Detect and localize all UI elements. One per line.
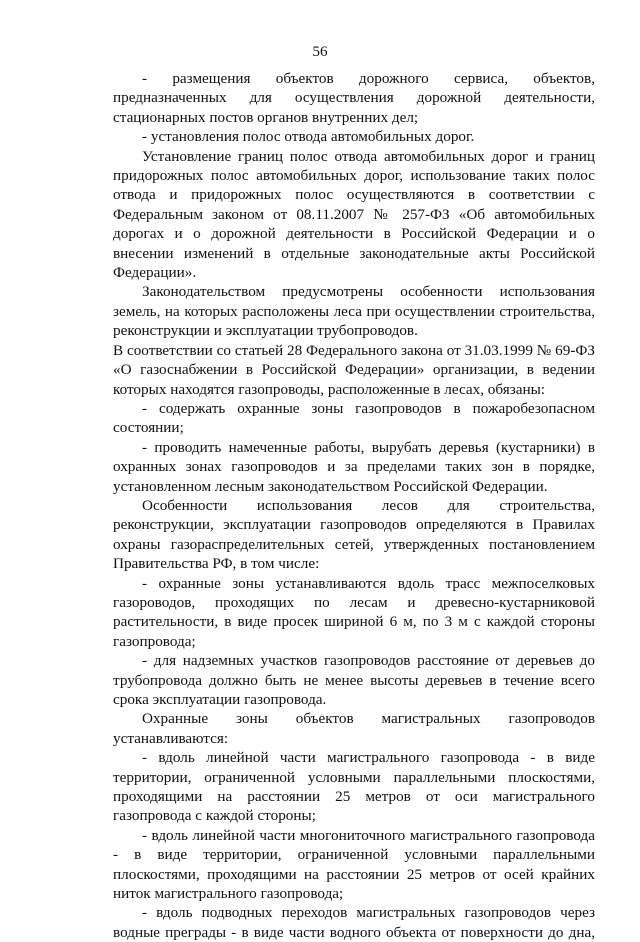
paragraph-aboveground-sections: - для надземных участков газопроводов расстояние от деревьев до трубопровода должно быть не менее высоты деревьев в течение всего срока эксплуатации газопровода.	[113, 652, 595, 708]
paragraph-roadside-objects: - размещения объектов дорожного сервиса, объектов, предназначенных для осуществления дорожной деятельности, стационарных постов органов внутренних дел;	[113, 70, 595, 126]
paragraph-right-of-way: - установления полос отвода автомобильных дорог.	[142, 128, 475, 146]
paragraph-trunk-pipeline-zones: Охранные зоны объектов магистральных газопроводов устанавливаются:	[113, 710, 595, 747]
paragraph-forest-use-rules: Особенности использования лесов для строительства, реконструкции, эксплуатации газопроводов определяются в Правилах охраны газораспределительных сетей, утвержденных постановлением Правительства РФ, в том числе:	[113, 496, 595, 573]
document-body	[113, 69, 595, 942]
paragraph-multi-thread-part: - вдоль линейной части многониточного магистрального газопровода - в виде территории, ограниченной условными параллельными плоскостями, проходящими на расстоянии 25 метров от осей крайних ниток магистрального газопровода;	[113, 826, 595, 903]
paragraph-article-28: В соответствии со статьей 28 Федерального закона от 31.03.1999 № 69-ФЗ «О газоснабжении в Российской Федерации» организации, в ведении которых находятся газопроводы, расположенные в лесах, обязаны:	[113, 341, 595, 398]
page-number: 56	[312, 43, 328, 60]
paragraph-planned-works: - проводить намеченные работы, вырубать деревья (кустарники) в охранных зонах газопроводов и за пределами таких зон в порядке, установленном лесным законодательством Российской Федерации.	[113, 438, 595, 495]
paragraph-boundaries-law: Установление границ полос отвода автомобильных дорог и границ придорожных полос автомобильных дорог, использование таких полос отвода и придорожных полос осуществляются в соответствии с Федеральным законом от 08.11.2007 № 257-ФЗ «Об автомобильных дорогах и о дорожной деятельности в Российской Федерации и о внесении изменений в отдельные законодательные акты Российской Федерации».	[113, 147, 595, 282]
paragraph-land-use-features: Законодательством предусмотрены особенности использования земель, на которых расположены леса при осуществлении строительства, реконструкции и эксплуатации трубопроводов.	[113, 283, 595, 340]
paragraph-fire-safe-zones: - содержать охранные зоны газопроводов в пожаробезопасном состоянии;	[113, 399, 595, 437]
paragraph-underwater-crossings: - вдоль подводных переходов магистральных газопроводов через водные преграды - в виде части водного объекта от поверхности до дна,	[113, 904, 595, 941]
paragraph-protection-zones-clearings: - охранные зоны устанавливаются вдоль трасс межпоселковых газороводов, проходящих по лесам и древесно-кустарниковой растительности, в виде просек шириной 6 м, по 3 м с каждой стороны газопровода;	[113, 574, 595, 650]
paragraph-linear-part: - вдоль линейной части магистрального газопровода - в виде территории, ограниченной условными параллельными плоскостями, проходящими на расстоянии 25 метров от оси магистрального газопровода с каждой стороны;	[113, 749, 595, 825]
